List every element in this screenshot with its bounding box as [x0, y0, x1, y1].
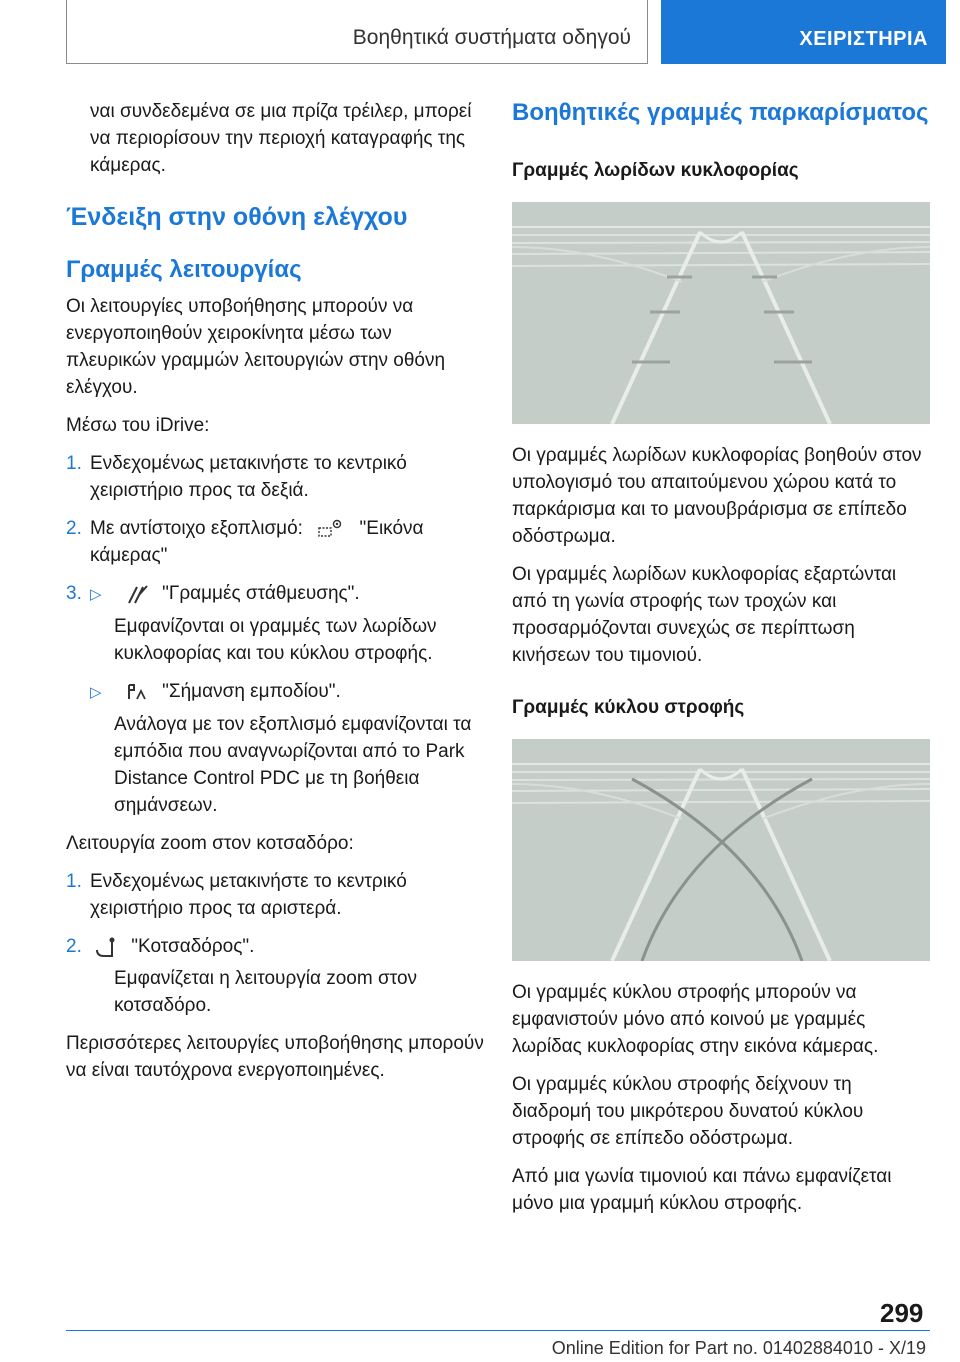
camera-settings-icon — [312, 518, 346, 540]
paragraph: Οι γραμμές κύκλου στροφής δείχνουν τη διαδρομή του μικρότερου δυνατού κύκλου στροφής σε επίπεδο οδόστρωμα. — [512, 1074, 864, 1149]
list-item — [66, 450, 484, 504]
triangle-bullet-icon: ▷ — [90, 684, 102, 701]
tab-controls[interactable] — [661, 0, 946, 64]
list-item — [66, 580, 484, 608]
zoom-step-list — [66, 868, 484, 960]
heading-parking-lines: Βοηθητικές γραμμές παρκαρίσματος — [512, 99, 929, 126]
footer-edition: Online Edition for Part no. 01402884010 - X/19 — [551, 1338, 926, 1358]
list-item — [66, 933, 484, 960]
list-item — [66, 515, 484, 569]
subheading-lane-lines: Γραμμές λωρίδων κυκλοφορίας — [512, 160, 799, 181]
left-column — [66, 98, 484, 1095]
step-number: 3. — [66, 583, 82, 604]
tab-label: ΧΕΙΡΙΣΤΗΡΙΑ — [799, 28, 928, 50]
header-bar — [66, 0, 648, 64]
step-text: "Κοτσαδόρος". — [131, 936, 255, 957]
step-result: Εμφανίζονται οι γραμμές των λωρίδων κυκλοφορίας και του κύκλου στροφής. — [114, 616, 437, 664]
option-result: Ανάλογα με τον εξοπλισμό εμφανίζονται τα εμπόδια που αναγνωρίζονται από το Park Distance Control PDC με τη βοήθεια σημάνσεων. — [114, 714, 472, 816]
option-label: "Σήμανση εμποδίου". — [162, 681, 341, 702]
step-text: Ενδεχομένως μετακινήστε το κεντρικό χειριστήριο προς τα δεξιά. — [90, 453, 407, 501]
list-item — [66, 868, 484, 922]
paragraph: Οι γραμμές λωρίδων κυκλοφορίας βοηθούν στον υπολογισμό του απαιτούμενου χώρου κατά το παρκάρισμα και το μανουβράρισμα σε επίπεδο οδόστρωμα. — [512, 445, 922, 547]
subheading-function-bar: Γραμμές λειτουργίας — [66, 256, 302, 283]
lane-lines-figure — [512, 202, 930, 424]
paragraph: Από μια γωνία τιμονιού και πάνω εμφανίζεται μόνο μια γραμμή κύκλου στροφής. — [512, 1166, 892, 1214]
footer-divider — [66, 1330, 930, 1331]
right-column — [512, 98, 930, 1228]
paragraph: Οι γραμμές κύκλου στροφής μπορούν να εμφανιστούν μόνο από κοινού με γραμμές λωρίδας κυκλοφορίας στην εικόνα κάμερας. — [512, 982, 879, 1057]
zoom-title: Λειτουργία zoom στον κοτσαδόρο: — [66, 833, 354, 854]
parking-lines-icon — [125, 583, 149, 605]
section-title: Βοηθητικά συστήματα οδηγού — [352, 26, 631, 49]
step-number: 2. — [66, 518, 82, 539]
step-list — [66, 450, 484, 608]
triangle-bullet-icon: ▷ — [90, 586, 102, 603]
step-text: Ενδεχομένως μετακινήστε το κεντρικό χειριστήριο προς τα αριστερά. — [90, 871, 407, 919]
paragraph: Οι γραμμές λωρίδων κυκλοφορίας εξαρτώνται από τη γωνία στροφής των τροχών και προσαρμόζονται συνεχώς σε περίπτωση κινήσεων του τιμονιού. — [512, 564, 897, 666]
step-text: "Γραμμές στάθμευσης". — [162, 583, 360, 604]
obstacle-marking-icon — [125, 681, 149, 703]
subheading-turning-circle: Γραμμές κύκλου στροφής — [512, 697, 745, 718]
step-number: 1. — [66, 871, 82, 892]
step-number: 2. — [66, 936, 82, 957]
step-text: Με αντίστοιχο εξοπλισμό: — [90, 518, 303, 539]
intro-text: ναι συνδεδεμένα σε μια πρίζα τρέιλερ, μπορεί να περιορίσουν την περιοχή καταγραφής της κάμερας. — [90, 101, 472, 176]
turning-circle-figure — [512, 739, 930, 961]
closing-paragraph: Περισσότερες λειτουργίες υποβοήθησης μπορούν να είναι ταυτόχρονα ενεργοποιημένες. — [66, 1033, 484, 1081]
step-number: 1. — [66, 453, 82, 474]
paragraph: Μέσω του iDrive: — [66, 415, 210, 436]
heading-control-display: Ένδειξη στην οθόνη ελέγχου — [66, 203, 408, 231]
page-number: 299 — [880, 1298, 924, 1328]
zoom-result: Εμφανίζεται η λειτουργία zoom στον κοτσαδόρο. — [114, 968, 418, 1016]
sub-option — [90, 678, 484, 706]
trailer-hitch-icon — [94, 936, 118, 958]
step-text: "Εικόνα κάμερας" — [90, 518, 424, 566]
paragraph: Οι λειτουργίες υποβοήθησης μπορούν να ενεργοποιηθούν χειροκίνητα μέσω των πλευρικών γραμμών λειτουργιών στην οθόνη ελέγχου. — [66, 296, 446, 398]
